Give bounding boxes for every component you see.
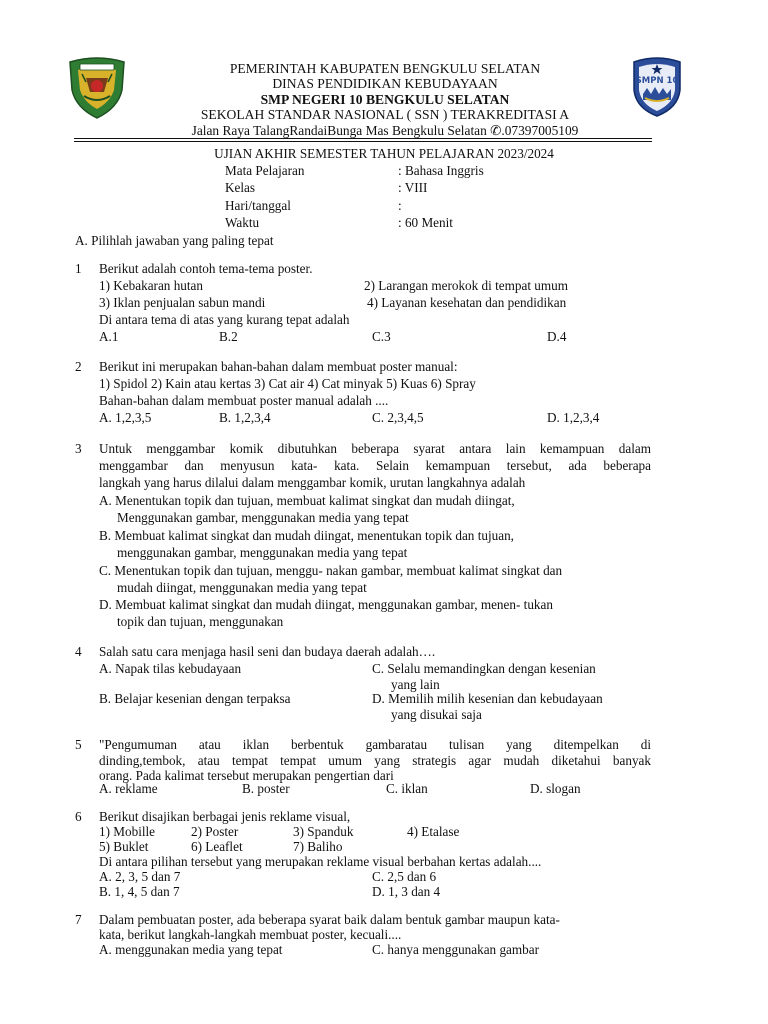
answer-option: D. slogan — [530, 781, 581, 796]
answer-option: B. Membuat kalimat singkat dan mudah diingat, menentukan topik dan tujuan, — [99, 528, 514, 543]
header-department: DINAS PENDIDIKAN KEBUDAYAAN — [272, 76, 498, 92]
question-stem: kata, berikut langkah-langkah membuat poster, kecuali.... — [99, 927, 402, 942]
info-label-class: Kelas — [225, 180, 256, 195]
answer-option: C. Selalu memandingkan dengan kesenian — [372, 661, 596, 676]
header-government: PEMERINTAH KABUPATEN BENGKULU SELATAN — [229, 61, 541, 76]
question-item: 1) Mobille — [99, 824, 156, 839]
question-number: 7 — [75, 912, 82, 927]
question-number: 4 — [75, 644, 82, 659]
info-label-time: Waktu — [225, 215, 260, 230]
question-stem: Salah satu cara menjaga hasil seni dan budaya daerah adalah…. — [99, 644, 436, 659]
question-stem: langkah yang harus dilalui dalam menggambar komik, urutan langkahnya adalah — [99, 475, 526, 490]
question-stem: dinding,tembok, atau tempat tempat umum yang strategis agar mudah diketahui banyak — [99, 753, 651, 768]
answer-option: D. Membuat kalimat singkat dan mudah diingat, menggunakan gambar, menen- tukan — [99, 597, 553, 612]
question-number: 6 — [75, 809, 82, 824]
question-item: 2) Larangan merokok di tempat umum — [364, 278, 568, 293]
header-divider-thick — [74, 138, 652, 139]
school-badge-text: SMPN 10 — [635, 76, 679, 86]
answer-option: C. iklan — [386, 781, 428, 796]
answer-option: C. 2,5 dan 6 — [372, 869, 437, 884]
answer-option: C.3 — [372, 329, 391, 344]
regency-crest-icon — [66, 56, 128, 120]
answer-option: A. Napak tilas kebudayaan — [99, 661, 242, 676]
answer-option: B.2 — [219, 329, 238, 344]
answer-option: A. menggunakan media yang tepat — [99, 942, 283, 957]
question-number: 2 — [75, 359, 82, 374]
question-number: 5 — [75, 737, 82, 752]
question-stem: Dalam pembuatan poster, ada beberapa syarat baik dalam bentuk gambar maupun kata- — [99, 912, 560, 927]
question-stem: Berikut ini merupakan bahan-bahan dalam membuat poster manual: — [99, 359, 458, 374]
answer-option-continued: menggunakan gambar, menggunakan media yang tepat — [117, 545, 408, 560]
question-item: 4) Etalase — [407, 824, 460, 839]
question-item: 1) Kebakaran hutan — [99, 278, 203, 293]
question-item: 2) Poster — [191, 824, 239, 839]
answer-option: D. 1,2,3,4 — [547, 410, 600, 425]
school-letterhead — [130, 61, 640, 138]
question-stem: Untuk menggambar komik dibutuhkan beberapa syarat antara lain kemampuan dalam — [99, 441, 651, 456]
answer-option: A. reklame — [99, 781, 158, 796]
question-item: 7) Baliho — [293, 839, 343, 854]
answer-option: A. Menentukan topik dan tujuan, membuat kalimat singkat dan mudah diingat, — [99, 493, 515, 508]
question-item: 4) Layanan kesehatan dan pendidikan — [367, 295, 567, 310]
info-label-date: Hari/tanggal — [225, 198, 291, 213]
header-accreditation: SEKOLAH STANDAR NASIONAL ( SSN ) TERAKREDITASI A — [200, 107, 570, 123]
info-value-time: : 60 Menit — [398, 215, 453, 230]
answer-option-continued: yang disukai saja — [391, 707, 482, 722]
answer-option-continued: yang lain — [391, 677, 440, 692]
header-divider-thin — [74, 141, 652, 142]
question-number: 1 — [75, 261, 82, 276]
answer-option: B. 1,2,3,4 — [219, 410, 271, 425]
question-stem: "Pengumuman atau iklan berbentuk gambaratau tulisan yang ditempelkan di — [99, 737, 651, 752]
question-stem: menggambar dan menyusun kata- kata. Selain kemampuan tersebut, ada beberapa — [99, 458, 651, 473]
question-stem: Berikut disajikan berbagai jenis reklame visual, — [99, 809, 351, 824]
info-value-subject: : Bahasa Inggris — [398, 163, 484, 178]
question-stem: Di antara tema di atas yang kurang tepat adalah — [99, 312, 350, 327]
answer-option: B. 1, 4, 5 dan 7 — [99, 884, 180, 899]
question-number: 3 — [75, 441, 82, 456]
question-stem: Bahan-bahan dalam membuat poster manual adalah .... — [99, 393, 389, 408]
info-value-date: : — [398, 198, 402, 213]
exam-title: UJIAN AKHIR SEMESTER TAHUN PELAJARAN 2023/2024 — [214, 146, 554, 161]
header-address: Jalan Raya TalangRandaiBunga Mas Bengkulu Selatan ✆.07397005109 — [191, 122, 579, 138]
question-item: 6) Leaflet — [191, 839, 243, 854]
answer-option: B. poster — [242, 781, 290, 796]
info-value-class: : VIII — [398, 180, 428, 195]
answer-option: A. 1,2,3,5 — [99, 410, 152, 425]
answer-option: D.4 — [547, 329, 567, 344]
answer-option: C. 2,3,4,5 — [372, 410, 424, 425]
question-stem: Berikut adalah contoh tema-tema poster. — [99, 261, 313, 276]
question-item: 3) Iklan penjualan sabun mandi — [99, 295, 266, 310]
question-item: 1) Spidol 2) Kain atau kertas 3) Cat air 4) Cat minyak 5) Kuas 6) Spray — [99, 376, 476, 391]
instruction: A. Pilihlah jawaban yang paling tepat — [75, 233, 274, 248]
answer-option: D. Memilih milih kesenian dan kebudayaan — [372, 691, 603, 706]
question-item: 3) Spanduk — [293, 824, 354, 839]
answer-option-continued: topik dan tujuan, menggunakan — [117, 614, 284, 629]
answer-option: A.1 — [99, 329, 119, 344]
answer-option: A. 2, 3, 5 dan 7 — [99, 869, 181, 884]
info-label-subject: Mata Pelajaran — [225, 163, 305, 178]
answer-option: C. hanya menggunakan gambar — [372, 942, 539, 957]
question-stem: orang. Pada kalimat tersebut merupakan pengertian dari — [99, 768, 394, 783]
question-stem: Di antara pilihan tersebut yang merupakan reklame visual berbahan kertas adalah.... — [99, 854, 542, 869]
answer-option: D. 1, 3 dan 4 — [372, 884, 441, 899]
answer-option: B. Belajar kesenian dengan terpaksa — [99, 691, 291, 706]
question-item: 5) Buklet — [99, 839, 149, 854]
answer-option-continued: Menggunakan gambar, menggunakan media yang tepat — [117, 510, 409, 525]
answer-option: C. Menentukan topik dan tujuan, menggu- nakan gambar, membuat kalimat singkat dan — [99, 563, 563, 578]
header-school-name: SMP NEGERI 10 BENGKULU SELATAN — [260, 91, 510, 107]
answer-option-continued: mudah diingat, menggunakan media yang tepat — [117, 580, 367, 595]
